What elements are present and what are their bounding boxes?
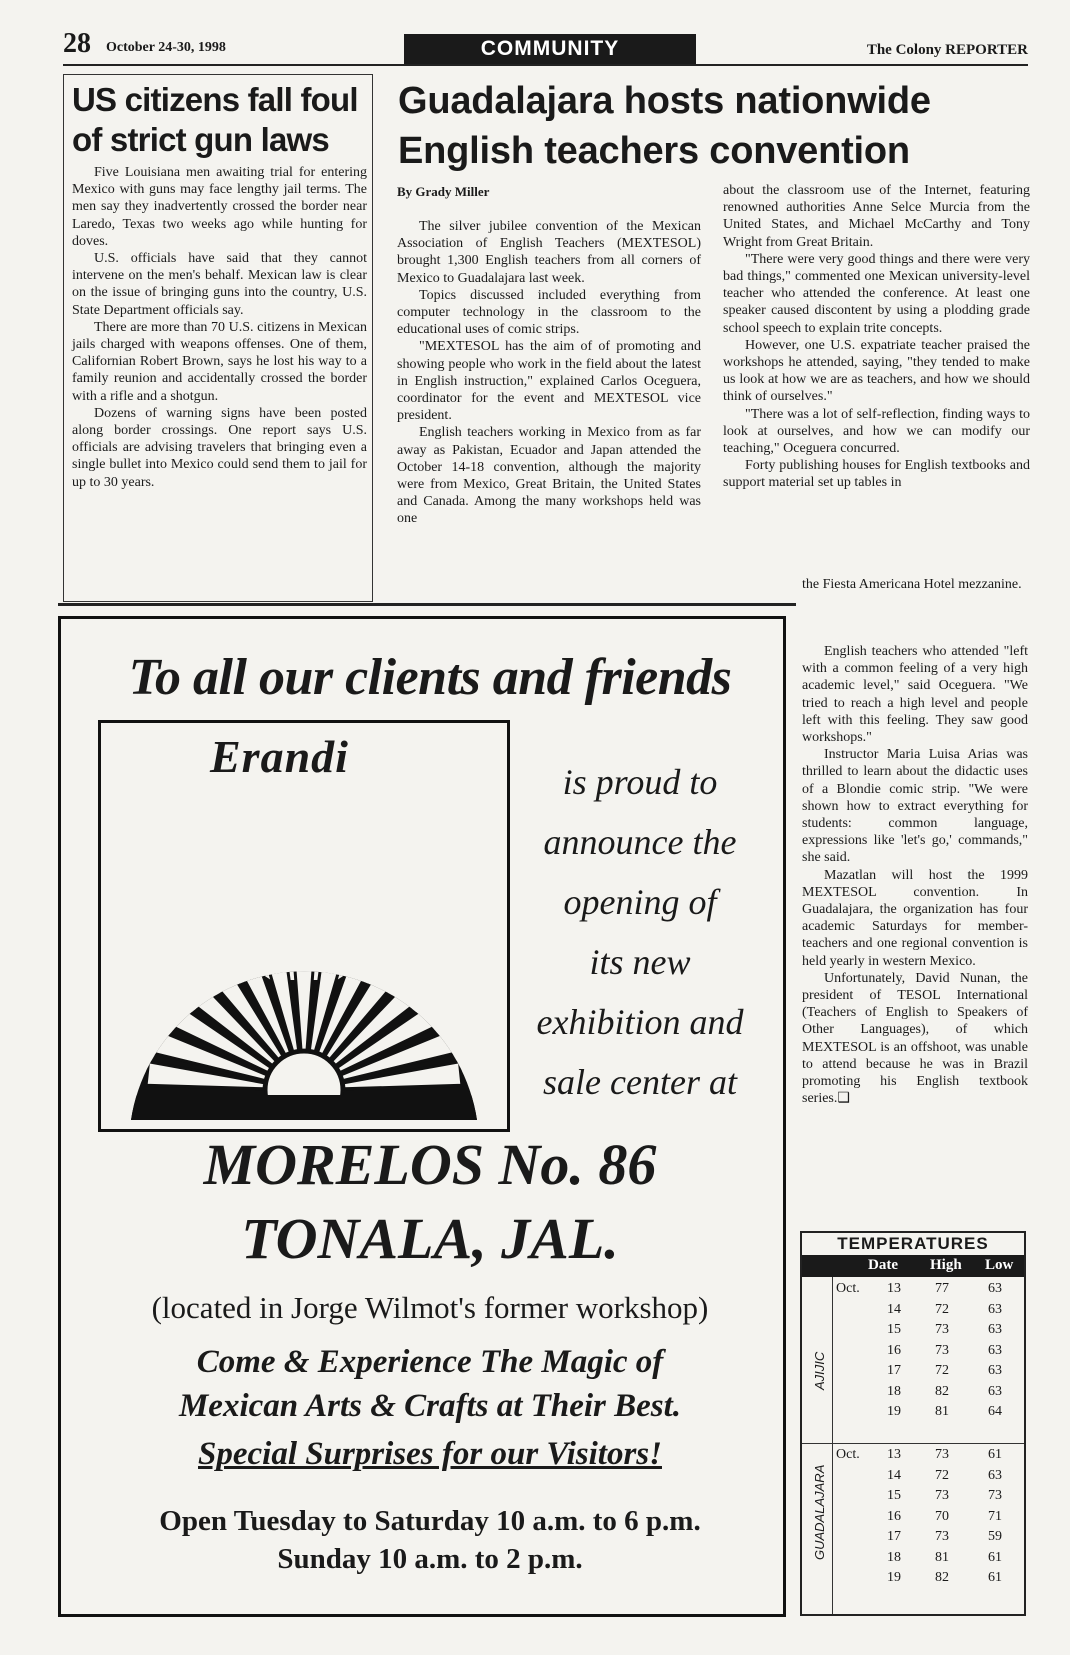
col-header-date: Date bbox=[868, 1257, 898, 1273]
temp-high: 72 bbox=[935, 1301, 949, 1317]
ad-hours-weekday: Open Tuesday to Saturday 10 a.m. to 6 p.m. bbox=[159, 1505, 701, 1537]
temp-low: 63 bbox=[988, 1342, 1002, 1358]
logo-wordmark: Erandi bbox=[210, 731, 349, 782]
temp-day: 19 bbox=[887, 1404, 901, 1419]
temp-high: 73 bbox=[935, 1322, 949, 1337]
issue-date: October 24-30, 1998 bbox=[106, 40, 226, 55]
temp-low: 71 bbox=[988, 1508, 1002, 1524]
main-story-headline bbox=[398, 76, 1038, 176]
story-paragraph: Forty publishing houses for English textbooks and support material set up tables in bbox=[723, 458, 1030, 491]
main-headline-line-1: Guadalajara hosts nationwide bbox=[398, 80, 931, 122]
col-header-high: High bbox=[930, 1257, 962, 1273]
main-story-column-1 bbox=[397, 218, 701, 528]
ad-script-line: its new bbox=[589, 942, 691, 982]
temp-low: 63 bbox=[988, 1322, 1002, 1337]
ad-address-city: TONALA, JAL. bbox=[241, 1206, 619, 1271]
temp-day: 18 bbox=[887, 1549, 901, 1565]
ad-headline: To all our clients and friends bbox=[128, 649, 732, 706]
temp-low: 61 bbox=[988, 1447, 1002, 1462]
ad-top-rule bbox=[58, 603, 796, 606]
ad-tagline-line: Mexican Arts & Crafts at Their Best. bbox=[178, 1388, 682, 1424]
story-paragraph: The silver jubilee convention of the Mexican Association of English Teachers (MEXTESOL) brought 1,300 English teachers from all corners of Mexico to Guadalajara last week. bbox=[397, 219, 701, 286]
gun-paragraph: Dozens of warning signs have been posted along border crossings. One report says U.S. officials are advising travelers that bringing even a single bullet into Mexico could send them to jail for up to 30 years. bbox=[72, 405, 367, 490]
publication-name: The Colony REPORTER bbox=[866, 42, 1028, 58]
story-paragraph: However, one U.S. expatriate teacher praised the workshops he attended, saying, "they tended to make us look at how we are as teachers, and how we should think of ourselves." bbox=[723, 337, 1030, 405]
story-paragraph: Instructor Maria Luisa Arias was thrilled to learn about the didactic uses of a Blondie comic strip. "We were shown how to extract everything for students: common language, expressions like 'let's go,' commands," she said. bbox=[802, 747, 1028, 866]
temperatures-title: TEMPERATURES bbox=[837, 1234, 989, 1253]
gun-headline-line-2: of strict gun laws bbox=[72, 121, 329, 158]
gun-paragraph: Five Louisiana men awaiting trial for entering Mexico with guns may face lengthy jail terms. The men say they inadvertently crossed the border near Laredo, Texas two weeks ago while hunting for doves. bbox=[72, 165, 367, 249]
pottery-logo-icon bbox=[101, 790, 507, 1128]
story-paragraph-continued: about the classroom use of the Internet, featuring renowned authorities Anne Selce Murcia from the United States, and Michael McCarthy and Tony Wright from Great Britain. bbox=[723, 183, 1030, 250]
gun-paragraph: U.S. officials have said that they cannot intervene on the men's behalf. Mexican law is clear on the issue of bringing guns into the country, U.S. State Department officials say. bbox=[72, 251, 367, 318]
temperatures-divider bbox=[832, 1277, 833, 1614]
temp-low: 63 bbox=[988, 1467, 1002, 1483]
temp-high: 72 bbox=[935, 1363, 949, 1378]
temp-day: 13 bbox=[887, 1281, 901, 1296]
temp-day: 19 bbox=[887, 1570, 901, 1585]
main-story-column-3 bbox=[802, 643, 1028, 1107]
main-story-column-3-top bbox=[802, 576, 1028, 593]
temp-day: 16 bbox=[887, 1342, 901, 1358]
section-label: COMMUNITY bbox=[404, 34, 696, 64]
city-label-ajijic: AJIJIC bbox=[812, 1351, 827, 1390]
temp-day: 15 bbox=[887, 1322, 901, 1337]
ad-hours bbox=[80, 1502, 780, 1578]
ad-script-line: sale center at bbox=[543, 1062, 737, 1102]
temp-low: 61 bbox=[988, 1570, 1002, 1585]
temp-low: 61 bbox=[988, 1549, 1002, 1565]
temp-low: 64 bbox=[988, 1404, 1002, 1419]
story-paragraph: "There were very good things and there were very bad things," commented one Mexican university-level teacher who attended the conference. At least one speaker caused discontent by using a plodding grade school speech to explain trite concepts. bbox=[723, 251, 1030, 336]
story-paragraph: Unfortunately, David Nunan, the president of TESOL International (Teachers of English to Speakers of Other Languages), of which MEXTESOL is an offshoot, was unable to attend because he was in Brazil promoting his English textbook series.❑ bbox=[802, 970, 1028, 1107]
ad-tagline bbox=[80, 1340, 780, 1428]
temp-low: 63 bbox=[988, 1301, 1002, 1317]
story-paragraph: "MEXTESOL has the aim of of promoting and showing people who work in the field about the latest in English instruction," explained Carlos Oceguera, coordinator for the event and MEXTESOL vice president. bbox=[397, 339, 701, 424]
temp-day: 15 bbox=[887, 1488, 901, 1503]
gun-story-headline bbox=[72, 80, 367, 160]
ad-script-line: announce the bbox=[543, 822, 737, 862]
ad-address bbox=[80, 1128, 780, 1276]
temp-day: 14 bbox=[887, 1467, 901, 1483]
temp-low: 73 bbox=[988, 1488, 1002, 1503]
ad-hours-sunday: Sunday 10 a.m. to 2 p.m. bbox=[277, 1543, 583, 1575]
story-paragraph-continued: the Fiesta Americana Hotel mezzanine. bbox=[802, 577, 1022, 592]
temp-day: 17 bbox=[887, 1529, 901, 1544]
temp-high: 82 bbox=[935, 1570, 949, 1585]
temp-day: 16 bbox=[887, 1508, 901, 1524]
ad-script-line: is proud to bbox=[562, 762, 718, 802]
gun-headline-line-1: US citizens fall foul bbox=[72, 81, 358, 118]
temp-low: 63 bbox=[988, 1281, 1002, 1296]
story-paragraph: Mazatlan will host the 1999 MEXTESOL convention. In Guadalajara, the organization has four academic Saturdays for member-teachers and one regional convention is held yearly in western Mexico. bbox=[802, 867, 1028, 969]
temp-day: 17 bbox=[887, 1363, 901, 1378]
ad-address-street: MORELOS No. 86 bbox=[203, 1132, 657, 1197]
story-paragraph: Topics discussed included everything from computer technology in the classroom to the educational uses of comic strips. bbox=[397, 287, 701, 338]
temp-high: 73 bbox=[935, 1447, 949, 1462]
gun-paragraph: There are more than 70 U.S. citizens in Mexican jails charged with weapons offenses. One of them, Californian Robert Brown, says he lost his way to a family reunion and accidentally crossed the border with a rifle and a shotgun. bbox=[72, 319, 367, 404]
temp-month: Oct. bbox=[836, 1281, 860, 1296]
temp-high: 81 bbox=[935, 1549, 949, 1565]
temp-high: 70 bbox=[935, 1508, 949, 1524]
city-label-guadalajara: GUADALAJARA bbox=[812, 1464, 827, 1560]
temp-high: 73 bbox=[935, 1342, 949, 1358]
col-header-low: Low bbox=[985, 1257, 1014, 1273]
temp-low: 59 bbox=[988, 1529, 1002, 1544]
ad-located-note: (located in Jorge Wilmot's former workshop) bbox=[151, 1290, 709, 1325]
story-paragraph: "There was a lot of self-reflection, finding ways to look at ourselves, and how we can modify our teaching," Oceguera concurred. bbox=[723, 406, 1030, 457]
ad-tagline-line: Come & Experience The Magic of bbox=[196, 1344, 664, 1380]
temp-day: 18 bbox=[887, 1383, 901, 1399]
temp-low: 63 bbox=[988, 1363, 1002, 1378]
ad-surprises: Special Surprises for our Visitors! bbox=[198, 1436, 662, 1472]
page-number: 28 bbox=[63, 28, 91, 59]
temp-high: 82 bbox=[935, 1383, 949, 1399]
header-rule bbox=[63, 64, 1028, 66]
ad-script-line: opening of bbox=[563, 882, 717, 922]
temp-month: Oct. bbox=[836, 1447, 860, 1462]
temperatures-city-divider bbox=[802, 1443, 1024, 1444]
temp-high: 73 bbox=[935, 1529, 949, 1544]
temp-high: 77 bbox=[935, 1281, 949, 1296]
temp-high: 72 bbox=[935, 1467, 949, 1483]
temp-day: 13 bbox=[887, 1447, 901, 1462]
temp-day: 14 bbox=[887, 1301, 901, 1317]
byline: By Grady Miller bbox=[397, 184, 490, 199]
temp-high: 73 bbox=[935, 1488, 949, 1503]
ad-announcement bbox=[510, 752, 770, 1112]
temp-low: 63 bbox=[988, 1383, 1002, 1399]
story-paragraph: English teachers who attended "left with a common feeling of a very high academic level," said Oceguera. "We tried to reach a high level and people left with this feeling. They saw good workshops." bbox=[802, 644, 1028, 746]
story-paragraph: English teachers working in Mexico from as far away as Pakistan, Ecuador and Japan attended the October 14-18 convention, although the majority were from Mexico, Great Britain, the United States and Canada. Among the many workshops held was one bbox=[397, 425, 701, 527]
main-headline-line-2: English teachers convention bbox=[398, 130, 910, 172]
ad-script-line: exhibition and bbox=[536, 1002, 744, 1042]
temp-high: 81 bbox=[935, 1404, 949, 1419]
main-story-column-2 bbox=[723, 182, 1030, 492]
gun-story-body bbox=[72, 164, 367, 491]
